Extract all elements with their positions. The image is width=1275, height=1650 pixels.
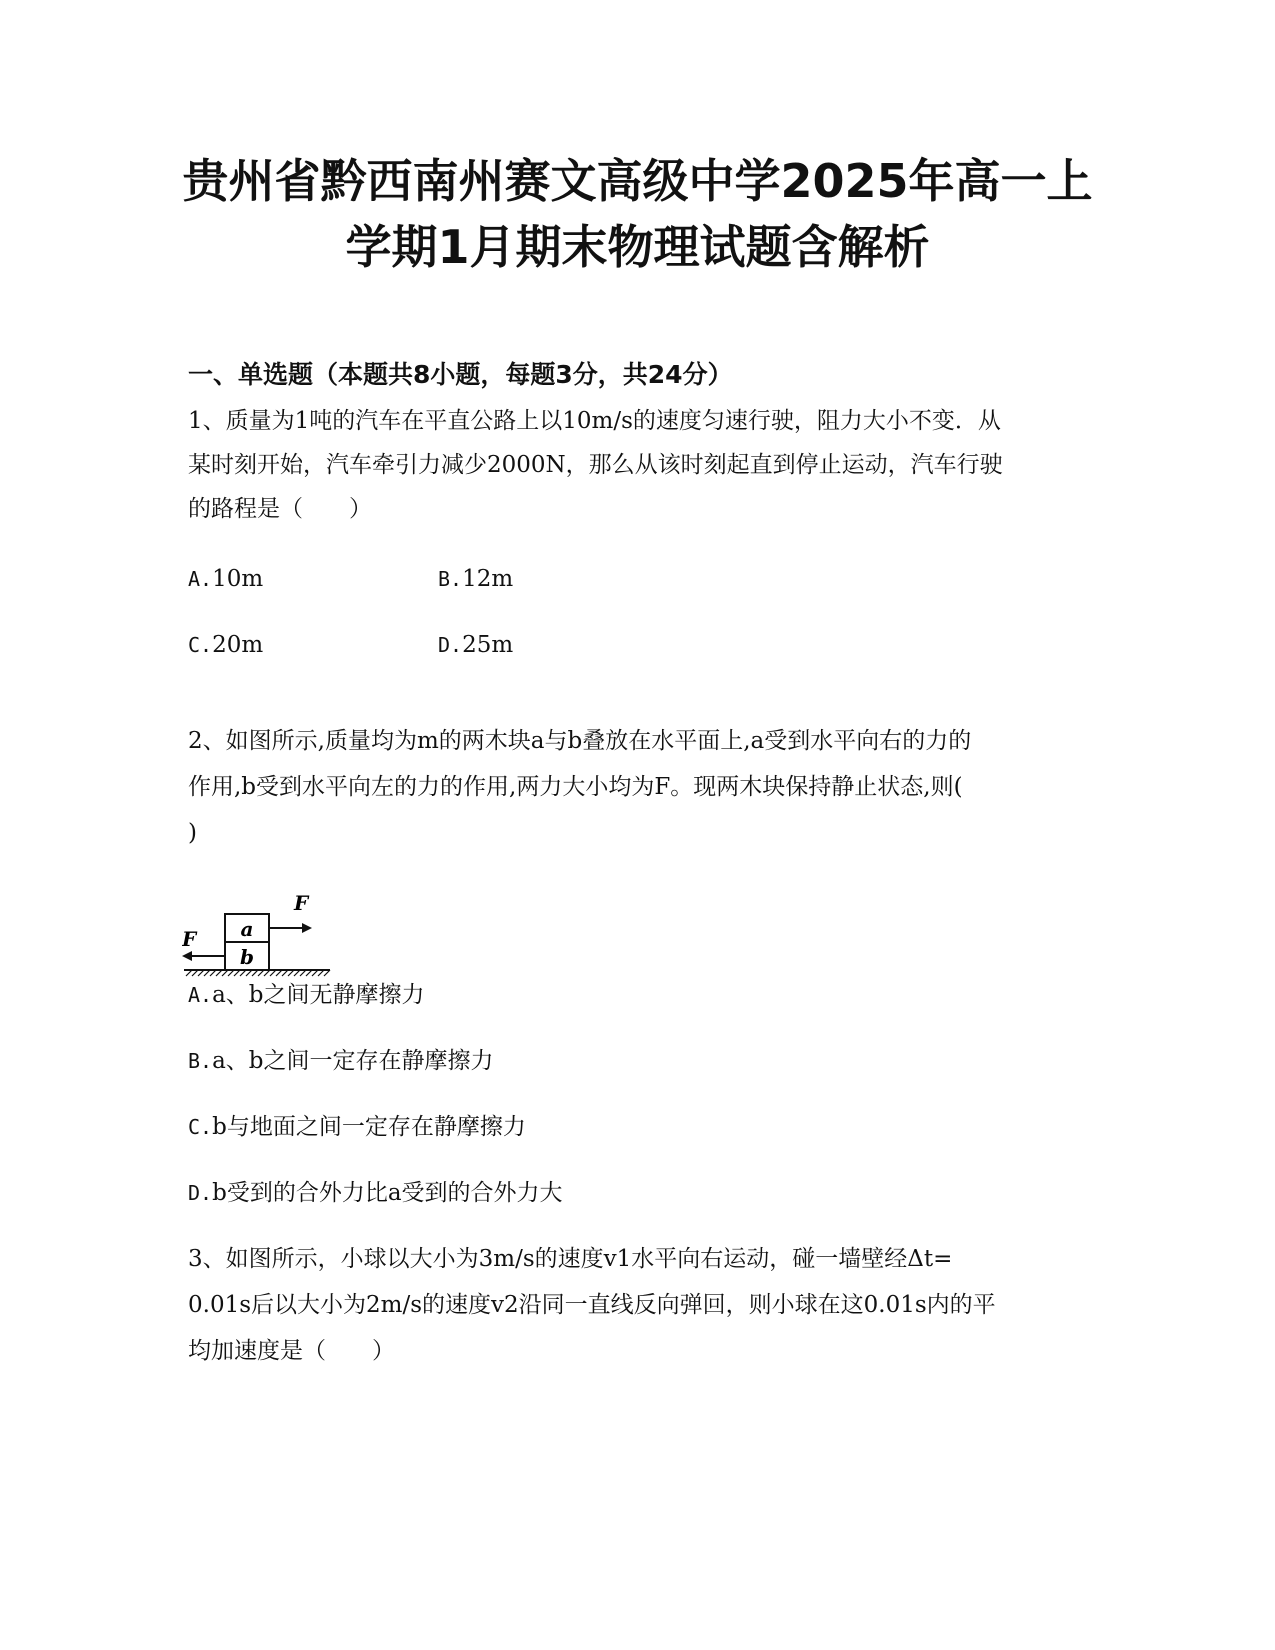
option-text: b与地面之间一定存在静摩擦力 [212, 1114, 526, 1140]
q2-text-line-2: 作用,b受到水平向左的力的作用,两力大小均为F。现两木块保持静止状态,则( [188, 774, 963, 800]
option-letter: B. [188, 1049, 213, 1073]
q1-option-a [188, 562, 263, 596]
option-text: 10m [212, 566, 264, 592]
q1-text-line-2: 某时刻开始，汽车牵引力减少2000N，那么从该时刻起直到停止运动，汽车行驶 [188, 452, 1003, 478]
force-left-arrowhead [182, 951, 192, 961]
block-b-label: b [240, 945, 254, 969]
q1-option-d [438, 628, 513, 662]
option-letter: B. [438, 567, 463, 591]
q2-text-line-1: 2、如图所示,质量均为m的两木块a与b叠放在水平面上,a受到水平向右的力的 [188, 728, 972, 754]
option-text: 25m [462, 632, 514, 658]
force-left-label: F [182, 927, 197, 951]
q1-option-b [438, 562, 513, 596]
option-text: 20m [212, 632, 264, 658]
stacked-blocks-figure [182, 890, 332, 990]
option-text: b受到的合外力比a受到的合外力大 [212, 1180, 563, 1206]
q3-text-line-1: 3、如图所示，小球以大小为3m/s的速度v1水平向右运动，碰一墙壁经Δt= [188, 1246, 953, 1272]
q2-option-d [188, 1176, 563, 1210]
option-letter: C. [188, 1115, 213, 1139]
option-text: 12m [462, 566, 514, 592]
option-letter: A. [188, 567, 213, 591]
q2-option-b [188, 1044, 494, 1078]
option-letter: D. [188, 1181, 213, 1205]
force-right-arrowhead [302, 923, 312, 933]
option-letter: C. [188, 633, 213, 657]
option-text: a、b之间无静摩擦力 [212, 982, 425, 1008]
force-right-label: F [294, 891, 309, 915]
option-letter: D. [438, 633, 463, 657]
option-letter: A. [188, 983, 213, 1007]
block-a-label: a [240, 917, 254, 941]
q1-option-c [188, 628, 263, 662]
section-heading: 一、单选题（本题共8小题，每题3分，共24分） [188, 360, 733, 389]
q2-option-c [188, 1110, 526, 1144]
q2-text-line-3: ) [188, 820, 197, 846]
document-title-line-1: 贵州省黔西南州赛文高级中学2025年高一上 [182, 154, 1093, 208]
q3-text-line-3: 均加速度是（ ） [188, 1338, 395, 1364]
q1-text-line-3: 的路程是（ ） [188, 496, 372, 522]
option-text: a、b之间一定存在静摩擦力 [212, 1048, 494, 1074]
q2-option-a [188, 978, 425, 1012]
document-title-line-2: 学期1月期末物理试题含解析 [345, 220, 930, 274]
q1-text-line-1: 1、质量为1吨的汽车在平直公路上以10m/s的速度匀速行驶，阻力大小不变．从 [188, 408, 1001, 434]
q3-text-line-2: 0.01s后以大小为2m/s的速度v2沿同一直线反向弹回，则小球在这0.01s内的平 [188, 1292, 996, 1318]
